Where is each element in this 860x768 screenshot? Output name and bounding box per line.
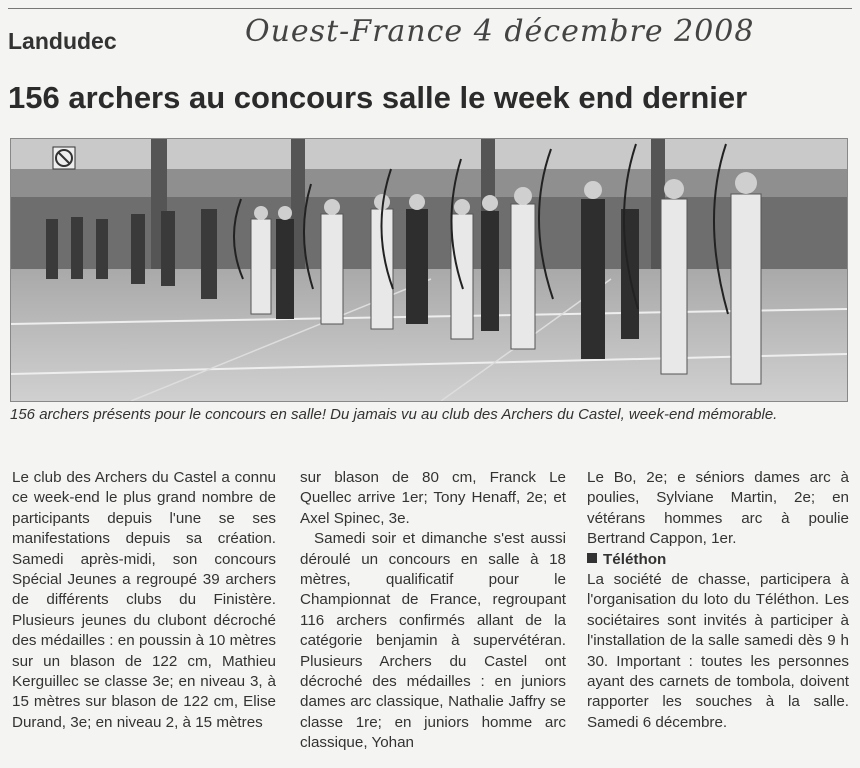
telethon-subhead-label: Téléthon [603,550,667,568]
section-rubric: Landudec [8,28,117,54]
article-headline: 156 archers au concours salle le week end dernier [8,80,748,115]
column-1-text: Le club des Archers du Castel a connu ce week-end le plus grand nombre de participants depuis l'une se ses manifestations depuis sa création. Samedi après-midi, son concours Spécial Jeunes a regroupé 39 archers de différents clubs du Finistère. Plusieurs jeunes du clubont décroché des médailles : en poussin à 10 mètres sur un blason de 122 cm, Mathieu Kerguillec se classe 3e; en niveau 3, à 15 mètres sur blason de 122 cm, Elise Durand, 3e; en niveau 2, à 15 mètres [12,469,276,731]
column-2-paragraph-2: Samedi soir et dimanche s'est aussi déroulé un concours en salle à 18 mètres, qualificatif pour le Championnat de France, regroupant 116 archers confirmés allant de la catégorie benjamin à supervétéran. Plusieurs Archers du Castel ont décroché des médailles : en juniors dames arc classique, Nathalie Jaffry se classe 1re; en juniors homme arc classique, Yohan [300,530,566,752]
article-photo [10,138,848,402]
top-rule [8,8,852,9]
column-3-paragraph-2: La société de chasse, participera à l'organisation du loto du Téléthon. Les sociétaires sont invités à participer à l'installation de la salle samedi dès 9 h 30. Important : toutes les personnes ayant des carnets de tombola, doivent rapporter les souches à la salle. Samedi 6 décembre. [587,571,849,731]
article-column-1 [12,468,276,733]
handwritten-source-note: Ouest-France 4 décembre 2008 [245,14,755,49]
column-2-paragraph-1: sur blason de 80 cm, Franck Le Quellec arrive 1er; Tony Henaff, 2e; et Axel Spinec, 3e. [300,469,566,527]
article-column-2 [300,468,566,754]
bullet-square-icon [587,553,597,563]
article-column-3 [587,468,849,733]
column-3-paragraph-1: Le Bo, 2e; e séniors dames arc à poulies, Sylviane Martin, 2e; en vétérans hommes arc à poulie Bertrand Cappon, 1er. [587,469,849,548]
no-smoking-sign-icon [53,147,75,169]
photo-caption: 156 archers présents pour le concours en salle! Du jamais vu au club des Archers du Castel, week-end mémorable. [10,406,778,423]
telethon-subhead [587,550,849,570]
archers-photo-illustration [11,139,847,401]
